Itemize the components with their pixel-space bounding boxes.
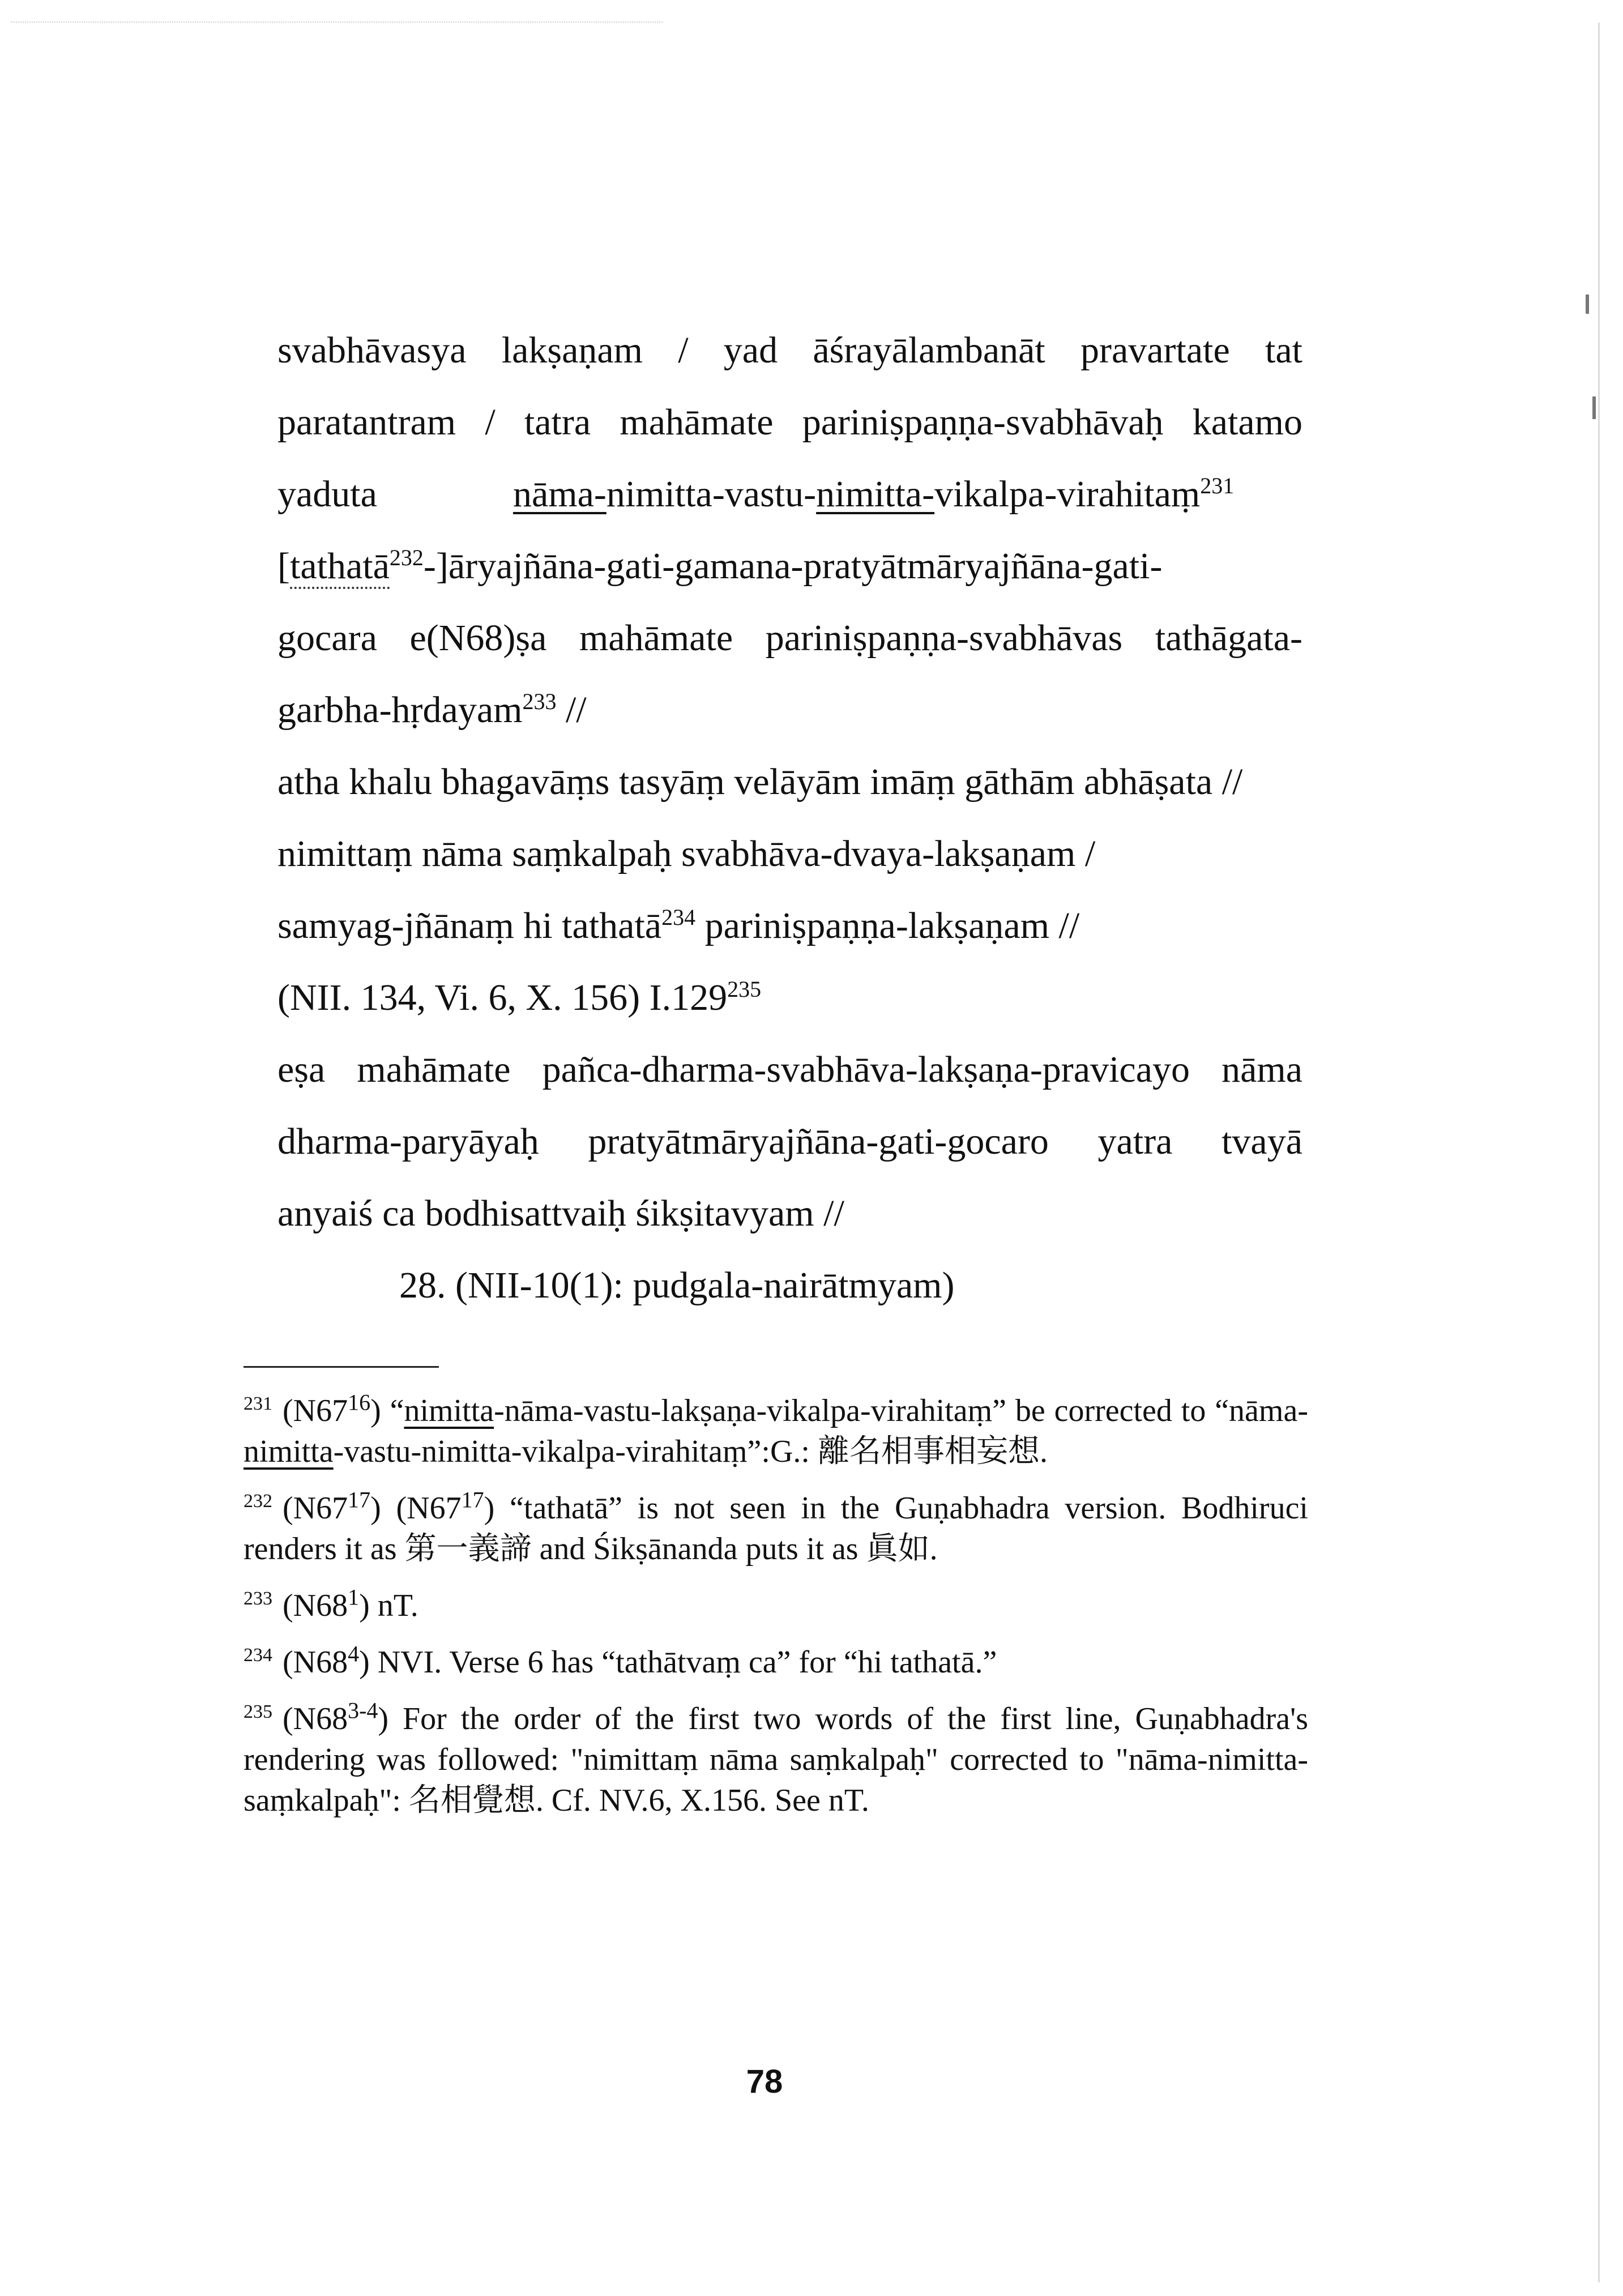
footnote-number: 234 xyxy=(244,1645,272,1666)
footnote-235 xyxy=(244,1698,1308,1821)
text-span: vikalpa-virahitaṃ xyxy=(934,473,1201,515)
text-span: ) “tathatā” is not seen in the Guṇabhadra version. Bodhiruci renders it as 第一義諦 and Śikṣānanda puts it as 眞如. xyxy=(244,1491,1308,1567)
text-line: gocara e(N68)ṣa mahāmate pariniṣpaṇṇa-svabhāvas tathāgata- xyxy=(277,617,1302,659)
text-line: eṣa mahāmate pañca-dharma-svabhāva-lakṣaṇa-pravicayo nāma xyxy=(277,1049,1302,1090)
footnote-ref: 231 xyxy=(1200,473,1235,498)
footnote-number: 233 xyxy=(244,1588,272,1610)
footnote-233 xyxy=(244,1585,1308,1626)
footnote-number: 235 xyxy=(244,1701,272,1723)
footnote-rule xyxy=(244,1366,439,1368)
text-span: [ xyxy=(277,545,290,587)
text-span: garbha-hṛdayam xyxy=(277,689,523,731)
text-span: (N68 xyxy=(283,1701,348,1736)
text-line xyxy=(277,530,1302,602)
footnote-ref: 233 xyxy=(522,689,557,714)
footnote-ref: 235 xyxy=(727,976,762,1002)
text-span: (N67 xyxy=(283,1491,348,1526)
text-line: atha khalu bhagavāṃs tasyāṃ velāyām imāṃ gāthām abhāṣata // xyxy=(277,761,1243,803)
text-span: -]āryajñāna-gati-gamana-pratyātmāryajñāna-gati- xyxy=(423,545,1163,587)
text-span: (N68 xyxy=(283,1645,348,1680)
underlined-term: nimitta xyxy=(244,1434,334,1469)
verse-line: nimittaṃ nāma saṃkalpaḥ svabhāva-dvaya-lakṣaṇam / xyxy=(277,833,1096,874)
page-number: 78 xyxy=(746,2063,783,2100)
text-span: ) NVI. Verse 6 has “tathātvaṃ ca” for “hi tathatā.” xyxy=(359,1645,997,1680)
reference-line xyxy=(277,962,1302,1034)
scan-edge-top xyxy=(11,22,663,23)
footnote-232 xyxy=(244,1488,1308,1569)
footnote-ref: 232 xyxy=(389,545,424,570)
underlined-term: nimitta- xyxy=(816,473,935,515)
footnotes xyxy=(244,1390,1308,1837)
text-span: samyag-jñānaṃ hi tathatā xyxy=(277,905,662,946)
text-span: ) For the order of the first two words of the first line, Guṇabhadra's rendering was followed: "nimittaṃ nāma saṃkalpaḥ" corrected to "nāma-nimitta-saṃkalpaḥ": 名相覺想. Cf. NV.6, X.156. See nT. xyxy=(244,1701,1308,1818)
text-span: ) nT. xyxy=(359,1588,418,1623)
text-span: ) (N67 xyxy=(370,1491,462,1526)
text-span: // xyxy=(556,689,587,731)
text-line xyxy=(277,458,1302,530)
text-line xyxy=(277,674,1302,746)
footnote-number: 231 xyxy=(244,1393,272,1415)
footnote-234 xyxy=(244,1642,1308,1683)
dotted-underlined-term: tathatā xyxy=(290,545,390,589)
text-span: -vastu-nimitta-vikalpa-virahitaṃ”:G.: 離名相事相妄想. xyxy=(333,1434,1048,1469)
underlined-term: nāma- xyxy=(512,473,607,515)
underlined-term: nimitta xyxy=(404,1393,494,1428)
footnote-superscript: 16 xyxy=(348,1389,371,1415)
footnote-ref: 234 xyxy=(661,904,696,930)
text-span: yaduta xyxy=(277,473,377,515)
footnote-superscript: 3-4 xyxy=(348,1697,378,1723)
scan-speck xyxy=(1592,396,1596,419)
text-line: dharma-paryāyaḥ pratyātmāryajñāna-gati-gocaro yatra tvayā xyxy=(277,1121,1302,1162)
text-span: ) “ xyxy=(370,1393,404,1428)
footnote-231 xyxy=(244,1390,1308,1472)
footnote-number: 232 xyxy=(244,1491,272,1512)
footnote-superscript: 4 xyxy=(348,1641,360,1667)
text-line: svabhāvasya lakṣaṇam / yad āśrayālambanāt pravartate tat xyxy=(277,330,1302,371)
text-span: (NII. 134, Vi. 6, X. 156) I.129 xyxy=(277,977,728,1018)
scan-edge-right xyxy=(1598,23,1600,2282)
main-text xyxy=(277,314,1302,1321)
section-heading: 28. (NII-10(1): pudgala-nairātmyam) xyxy=(399,1265,955,1306)
scan-speck xyxy=(1586,295,1589,314)
text-line: paratantram / tatra mahāmate pariniṣpaṇṇa-svabhāvaḥ katamo xyxy=(277,402,1302,443)
footnote-superscript: 1 xyxy=(348,1584,360,1610)
footnote-superscript: 17 xyxy=(461,1487,484,1513)
text-line: anyaiś ca bodhisattvaiḥ śikṣitavyam // xyxy=(277,1193,844,1234)
verse-line xyxy=(277,890,1302,962)
text-span: (N68 xyxy=(283,1588,348,1623)
text-span: pariniṣpaṇṇa-lakṣaṇam // xyxy=(695,905,1080,946)
text-span: -nāma-vastu-lakṣaṇa-vikalpa-virahitaṃ” be corrected to “nāma- xyxy=(494,1393,1308,1428)
text-span: nimitta-vastu- xyxy=(606,473,817,515)
footnote-superscript: 17 xyxy=(348,1487,371,1513)
text-span: (N67 xyxy=(283,1393,348,1428)
